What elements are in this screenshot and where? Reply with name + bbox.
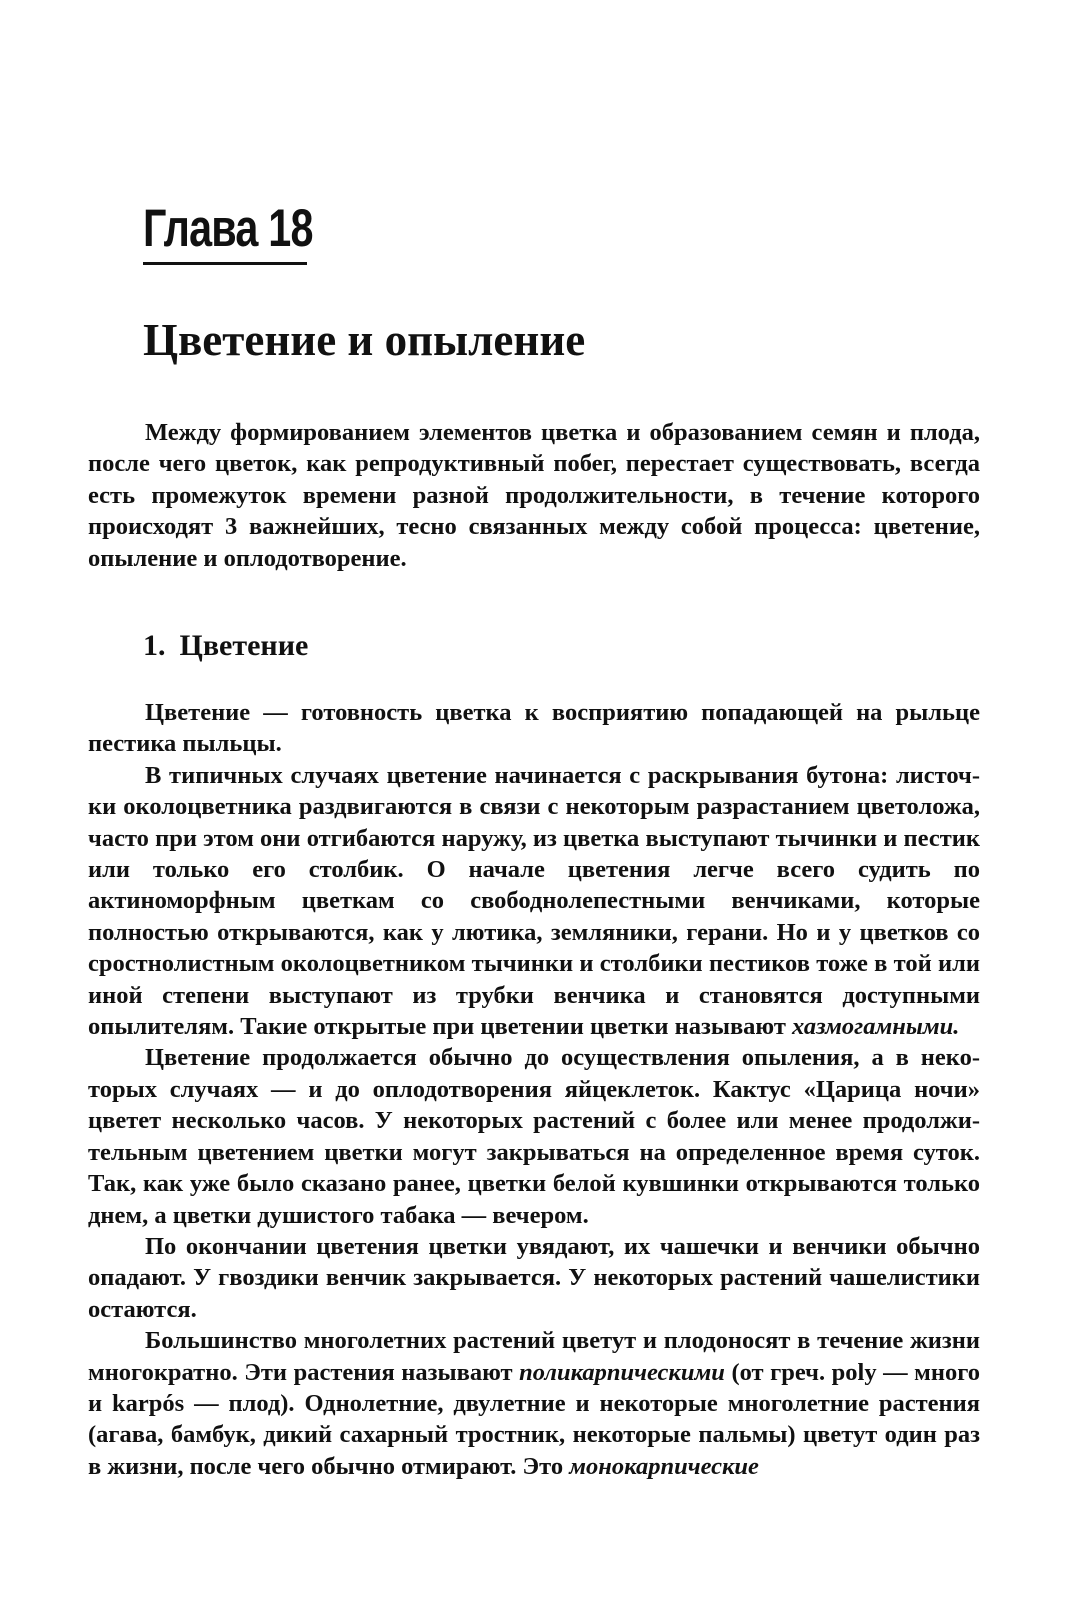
intro-block <box>88 417 980 574</box>
paragraph-text: (от греч. poly — много и karpós — плод). Однолетние, двулетние и некоторые многолетние растения (агава, бамбук, дикий сахарный тростник, некоторые пальмы) цветут один раз в жизни, после чего обычно отмирают. Это <box>88 1358 980 1480</box>
section-heading <box>143 626 308 666</box>
paragraph-polycarpic <box>88 1325 980 1482</box>
term-chasmogamous: хазмогамными. <box>792 1013 960 1041</box>
term-monocarpic: монокарпические <box>569 1452 759 1480</box>
chapter-label: Глава 18 <box>143 199 313 258</box>
paragraph-definition: Цветение — готовность цветка к восприятию попадающей на рыльце пестика пыльцы. <box>88 699 980 758</box>
intro-paragraph: Между формированием элементов цветка и образованием семян и плода, после чего цветок, как репродуктивный побег, перестает существовать, всегда есть промежуток времени разной продолжительности, в течение которого происходят 3 важнейших, тесно связанных между собой процесса: цветение, опыление и оплодотворение. <box>88 419 980 572</box>
chapter-underline <box>143 262 307 265</box>
term-polycarpic: поликарпическими <box>519 1358 725 1386</box>
paragraph-after-flowering: По окончании цветения цветки увядают, их чашечки и венчики обычно опадают. У гвоздики венчик закрывается. У некоторых растений чашелистики остаются. <box>88 1232 980 1323</box>
section-title: Цветение <box>179 629 309 662</box>
section-body <box>88 697 980 1482</box>
paragraph-flower-opening <box>88 760 980 1043</box>
section-number: 1. <box>143 629 166 662</box>
paragraph-flowering-duration: Цветение продолжается обычно до осуществления опыления, а в некоторых случаях — и до оплодотворения яйцеклеток. Кактус «Царица ночи» цветет несколько часов. У некоторых растений с более или менее продолжительным цветением цветки могут закрываться на определенное время суток. Так, как уже было сказано ранее, цветки белой кувшинки открываются только днем, а цветки душистого табака — вечером. <box>88 1044 980 1229</box>
paragraph-text: В типичных случаях цветение начинается с раскрывания бутона: листочки околоцветника раздвигаются в связи с некоторым разрастанием цветоложа, часто при этом они отгибаются наружу, из цветка выступают тычинки и пестик или только его столбик. О начале цветения легче всего судить по актиноморфным цветкам со свободнолепестными венчиками, которые полностью открываются, как у лютика, земляники, герани. Но и у цветков со сростнолистным околоцветником тычинки и столбики пестиков тоже в той или иной степени выступают из трубки венчика и становятся доступными опылителям. Такие открытые при цветении цветки называют <box>88 761 980 1041</box>
paragraph-text: Большинство многолетних растений цветут и плодоносят в течение жизни многократно. Эти растения называют <box>88 1327 980 1386</box>
chapter-title: Цветение и опыление <box>143 315 586 365</box>
